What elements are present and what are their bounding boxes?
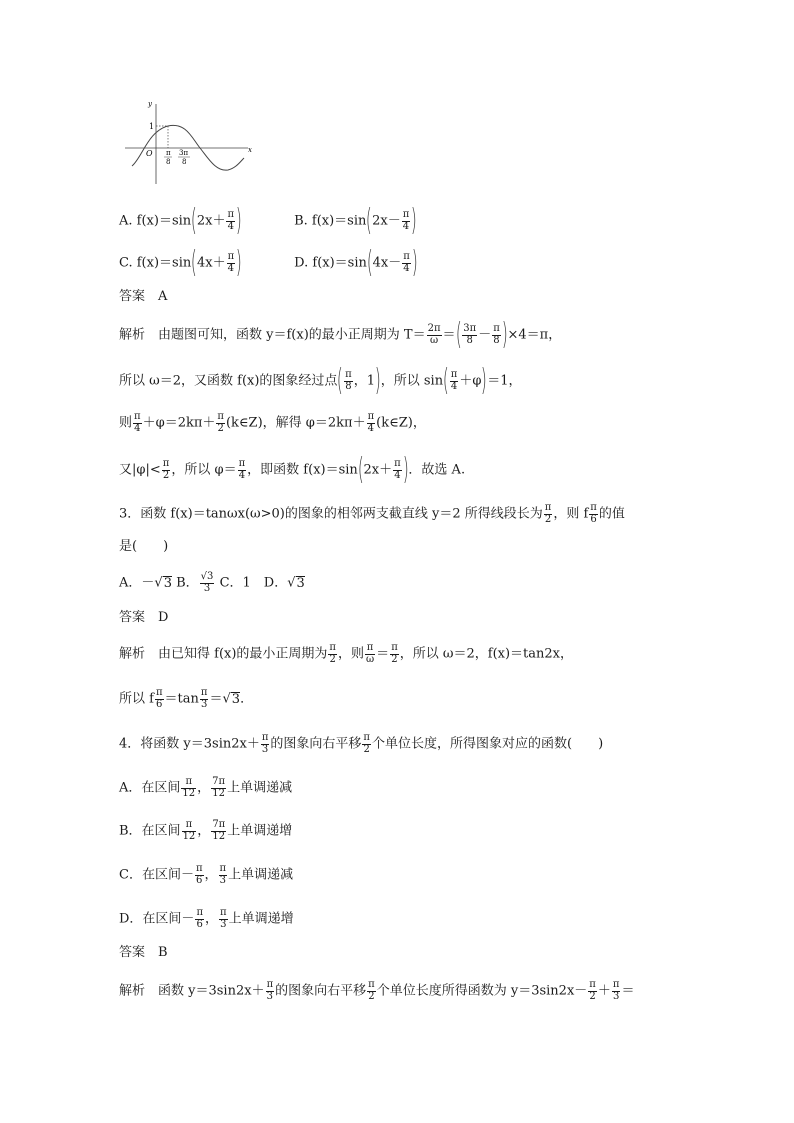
q2-solution-2: 所以 ω＝2，又函数 f(x)的图象经过点( $\frac{\pi}{8}$ ，1)，所以 sin( $\frac{\pi}{4}$ ＋φ)＝1， [119, 363, 522, 398]
q4-line-1: 4．将函数 y＝3sin2x＋ $\frac{\pi}{3}$ 的图象向右平移 $\frac{\pi}{2}$ 个单位长度，所得图象对应的函数( ) [119, 732, 604, 755]
q3-options: A．－√3 B． $\frac{√3}{3}$ C．1 D．√3 [119, 571, 305, 594]
x-label: x [248, 146, 252, 154]
tick2-den: 8 [182, 158, 187, 166]
tick2-num: 3π [179, 149, 189, 157]
q4-answer: 答案 B [119, 945, 168, 960]
q3-solution-1: 解析 由已知得 f(x)的最小正周期为 $\frac{\pi}{2}$ ，则 $\frac{\pi}{\omega}$ ＝ $\frac{\pi}{2}$ ，所以 ω＝2，f(x)＝tan2x， [119, 642, 574, 665]
one-label: 1 [149, 122, 155, 131]
q2-solution-3: 则 $\frac{\pi}{4}$ ＋φ＝2kπ＋ $\frac{\pi}{2}$ (k∈Z)，解得 φ＝2kπ＋ $\frac{\pi}{4}$ (k∈Z)， [119, 411, 426, 434]
q4-option-c: C．在区间－ $\frac{\pi}{6}$ ， $\frac{\pi}{3}$ 上单调递减 [119, 863, 294, 886]
q2-solution-1: 解析 由题图可知，函数 y＝f(x)的最小正周期为 T＝ $\frac{2\pi}{\omega}$ ＝( $\frac{3\pi}{8}$ － $\frac{\pi}{8}$ )×4＝π， [119, 317, 562, 352]
q2-options-cd: C. f(x)＝sin(4x＋ $\frac{\pi}{4}$ ) D. f(x)＝sin(4x－ $\frac{\pi}{4}$ ) [119, 245, 418, 280]
q2-options-ab: A. f(x)＝sin(2x＋ $\frac{\pi}{4}$ ) B. f(x)＝sin(2x－ $\frac{\pi}{4}$ ) [119, 203, 418, 238]
sine-graph [120, 96, 260, 188]
origin-label: O [146, 149, 153, 158]
q4-option-b: B．在区间 $\frac{\pi}{12}$ ， $\frac{7\pi}{12}$ 上单调递增 [119, 819, 293, 842]
q4-solution-1: 解析 函数 y＝3sin2x＋ $\frac{\pi}{3}$ 的图象向右平移 $\frac{\pi}{2}$ 个单位长度所得函数为 y＝3sin2x－ $\frac{\pi}{2}$ ＋ $\frac{\pi}{3}$ ＝ [119, 979, 635, 1002]
q3-line-1: 3．函数 f(x)＝tanωx(ω>0)的图象的相邻两支截直线 y＝2 所得线段长为 $\frac{\pi}{2}$ ，则 f $\frac{\pi}{6}$ 的值 [119, 502, 625, 525]
q2-solution-4: 又|φ|< $\frac{\pi}{2}$ ，所以 φ＝ $\frac{\pi}{4}$ ，即函数 f(x)＝sin(2x＋ $\frac{\pi}{4}$ )．故选 A. [119, 452, 466, 487]
tick1-num: π [166, 149, 171, 157]
q3-solution-2: 所以 f $\frac{\pi}{6}$ ＝tan $\frac{\pi}{3}$ ＝√3． [119, 687, 254, 710]
tick1-den: 8 [166, 158, 171, 166]
q2-answer: 答案 A [119, 289, 168, 304]
y-label: y [148, 100, 152, 108]
q4-option-d: D．在区间－ $\frac{\pi}{6}$ ， $\frac{\pi}{3}$ 上单调递增 [119, 907, 294, 930]
q3-answer: 答案 D [119, 610, 169, 625]
q4-option-a: A．在区间 $\frac{\pi}{12}$ ， $\frac{7\pi}{12}$ 上单调递减 [119, 776, 293, 799]
q3-line-2: 是( ) [119, 539, 169, 554]
